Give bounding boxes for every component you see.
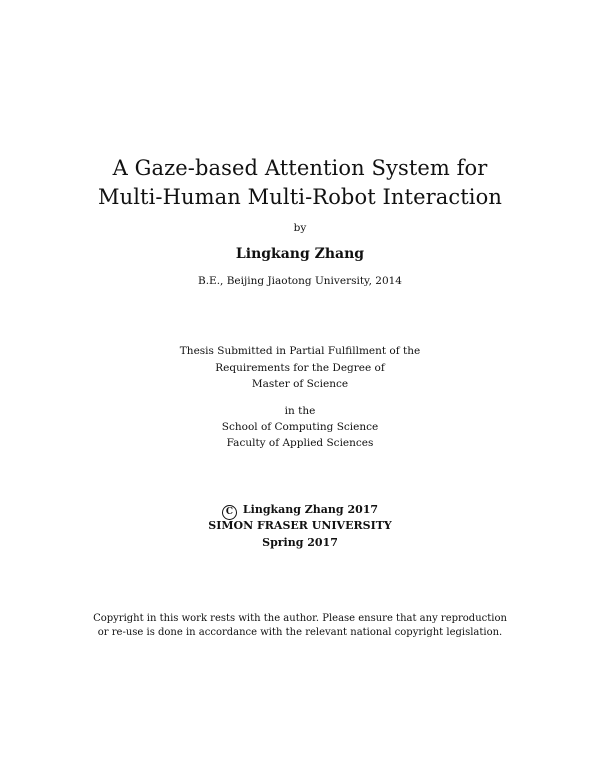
submission-line-1: Thesis Submitted in Partial Fulfillment of the [179, 345, 421, 357]
copyright-holder-line [0, 503, 600, 520]
prior-degree: B.E., Beijing Jiaotong University, 2014 [197, 275, 402, 287]
thesis-title-line-2: Multi-Human Multi-Robot Interaction [98, 185, 502, 209]
author-name: Lingkang Zhang [235, 246, 365, 262]
submission-line-2: Requirements for the Degree of [215, 362, 385, 374]
copyright-holder: Lingkang Zhang 2017 [242, 503, 379, 516]
university-name: SIMON FRASER UNIVERSITY [208, 519, 392, 532]
copyright-notice-line-2: or re-use is done in accordance with the relevant national copyright legislation. [97, 627, 503, 638]
thesis-title-line-1: A Gaze-based Attention System for [112, 156, 488, 180]
faculty-name: Faculty of Applied Sciences [226, 437, 374, 449]
copyright-icon: C [222, 505, 237, 520]
by-label: by [293, 222, 307, 234]
department-in-label: in the [284, 405, 316, 417]
copyright-notice-line-1: Copyright in this work rests with the author. Please ensure that any reproduction [93, 613, 507, 624]
term: Spring 2017 [262, 536, 338, 549]
school-name: School of Computing Science [221, 421, 379, 433]
submission-line-3: Master of Science [251, 378, 349, 390]
